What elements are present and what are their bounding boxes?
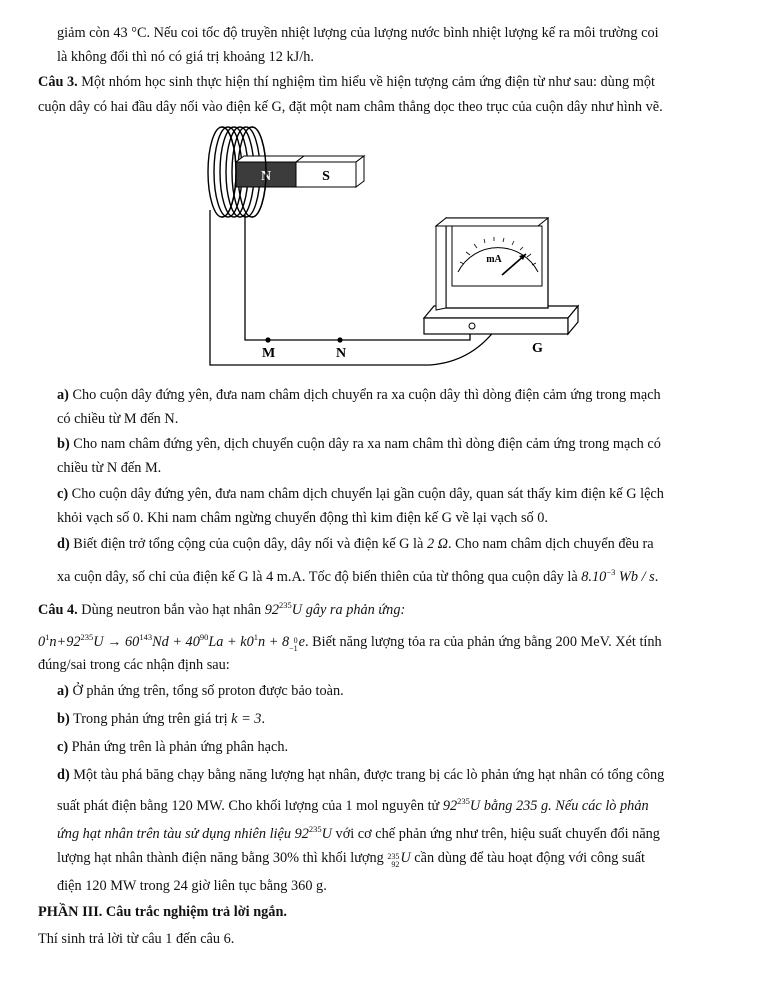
q3-c-label: c) bbox=[57, 486, 69, 502]
q3-d-flux-unit: Wb / s bbox=[615, 569, 655, 585]
galvanometer-label: G bbox=[532, 341, 543, 356]
galvanometer bbox=[424, 218, 578, 356]
eq-part: 90 bbox=[199, 632, 209, 642]
eq-stack bbox=[289, 637, 298, 653]
induction-experiment-figure bbox=[180, 118, 600, 378]
q4-d-z2: 92 bbox=[294, 826, 309, 842]
intro-line-2: là không đổi thì nó có giá trị khoảng 12 kJ/h. bbox=[57, 49, 314, 65]
q4-d-symbol: U bbox=[469, 798, 481, 814]
eq-part: 0 bbox=[38, 634, 46, 650]
eq-part: 143 bbox=[139, 632, 153, 642]
q4-d-text-2d: bằng 235 g. Nếu các lò phản bbox=[480, 798, 649, 814]
eq-part: −1 bbox=[289, 644, 298, 653]
q3-line-1 bbox=[38, 73, 655, 91]
q4-d-text-1: Một tàu phá băng chạy bằng năng lượng hạt nhân, được trang bị các lò phản ứng hạt nhân có tổng công bbox=[69, 767, 665, 783]
q3-b-line-1 bbox=[57, 435, 661, 453]
q3-b-line-2: chiều từ N đến M. bbox=[57, 460, 162, 476]
q3-a-label: a) bbox=[57, 387, 69, 403]
q4-line-1 bbox=[38, 596, 405, 619]
q4-d-text-4d: cần dùng để tàu hoạt động với công suất bbox=[410, 850, 646, 866]
q4-d-line-1 bbox=[57, 766, 664, 784]
q3-d-label: d) bbox=[57, 536, 70, 552]
q4-a-line bbox=[57, 682, 344, 700]
q4-b-line bbox=[57, 710, 265, 728]
point-m bbox=[265, 337, 270, 342]
q4-d-a: 235 bbox=[457, 796, 470, 806]
q4-c-label: c) bbox=[57, 739, 69, 755]
q4-nucleus-a: 235 bbox=[279, 600, 292, 610]
q4-b-label: b) bbox=[57, 711, 70, 727]
q3-text-1: Một nhóm học sinh thực hiện thí nghiệm tìm hiểu về hiện tượng cảm ứng điện từ như sau: dùng một bbox=[77, 74, 655, 90]
q4-text-1a: Dùng neutron bắn vào hạt nhân bbox=[77, 602, 265, 618]
q4-eq-tail: . Biết năng lượng tỏa ra của phản ứng bằng 200 MeV. Xét tính bbox=[304, 634, 662, 650]
q4-label: Câu 4. bbox=[38, 602, 78, 618]
eq-part: U → 60 bbox=[93, 634, 140, 650]
q3-a-line-1 bbox=[57, 386, 661, 404]
magnet-n-label: N bbox=[260, 169, 272, 184]
q4-nucleus-z: 92 bbox=[264, 602, 280, 618]
q3-d-text-2a: xa cuộn dây, số chỉ của điện kế G là 4 m.A. Tốc độ biến thiên của từ thông qua cuộn dây là bbox=[57, 569, 582, 585]
q4-equation-line bbox=[38, 628, 662, 653]
q4-d-symbol3: U bbox=[400, 850, 411, 866]
q3-c-line-1 bbox=[57, 485, 664, 503]
meter-unit-label: mA bbox=[486, 254, 502, 265]
q4-d-text-2a: suất phát điện bằng 120 MW. Cho khối lượng của 1 mol nguyên tử bbox=[57, 798, 443, 814]
q4-d-isotope-a: 235 bbox=[387, 852, 400, 861]
q4-d-label: d) bbox=[57, 767, 70, 783]
q4-b-text-a: Trong phản ứng trên giá trị bbox=[69, 711, 232, 727]
q3-b-text-1: Cho nam châm đứng yên, dịch chuyển cuộn dây ra xa nam châm thì dòng điện cảm ứng trong mạch có bbox=[69, 436, 661, 452]
q3-line-2: cuộn dây có hai đầu dây nối vào điện kế G, đặt một nam châm thẳng dọc theo trục của cuộn dây như hình vẽ. bbox=[38, 99, 663, 115]
q3-a-line-2: có chiều từ M đến N. bbox=[57, 411, 179, 427]
eq-part: Nd + 40 bbox=[152, 634, 200, 650]
q4-text-1d: gây ra phản ứng: bbox=[302, 602, 406, 618]
point-n-label: N bbox=[336, 346, 347, 361]
eq-part: 1 bbox=[253, 632, 258, 642]
magnet-s-label: S bbox=[322, 169, 330, 184]
q3-c-line-2: khỏi vạch số 0. Khi nam châm ngừng chuyển động thì kim điện kế G về lại vạch số 0. bbox=[57, 510, 548, 526]
q3-d-resistance: 2 Ω bbox=[426, 536, 448, 552]
q4-d-line-2 bbox=[57, 792, 649, 815]
q3-a-text-1: Cho cuộn dây đứng yên, đưa nam châm dịch chuyển ra xa cuộn dây thì dòng điện cảm ứng trong mạch bbox=[68, 387, 661, 403]
intro-line-1: giảm còn 43 °C. Nếu coi tốc độ truyền nhiệt lượng của lượng nước bình nhiệt lượng kế ra môi trường coi bbox=[57, 25, 659, 41]
q4-d-text-3a: ứng hạt nhân trên tàu sử dụng nhiên liệu bbox=[57, 826, 295, 842]
q4-d-line-4 bbox=[57, 849, 645, 869]
q3-d-text-1c: . Cho nam châm dịch chuyển đều ra bbox=[448, 536, 654, 552]
eq-part: 0 bbox=[293, 636, 298, 645]
point-n bbox=[337, 337, 342, 342]
point-m-label: M bbox=[262, 346, 276, 361]
q4-d-line-5: điện 120 MW trong 24 giờ liên tục bằng 360 g. bbox=[57, 878, 327, 894]
q3-d-line-2 bbox=[57, 563, 658, 586]
q3-d-flux-rate: 8.10 bbox=[581, 569, 607, 585]
q3-b-label: b) bbox=[57, 436, 70, 452]
q4-line-3: đúng/sai trong các nhận định sau: bbox=[38, 657, 230, 673]
q4-b-k-value: k = 3 bbox=[231, 711, 262, 727]
q4-d-isotope-z: 92 bbox=[391, 860, 400, 869]
q4-d-text-4a: lượng hạt nhân thành điện năng bằng 30% thì khối lượng bbox=[57, 850, 388, 866]
q3-c-text-1: Cho cuộn dây đứng yên, đưa nam châm dịch chuyển lại gần cuộn dây, quan sát thấy kim điện kế G lệch bbox=[68, 486, 664, 502]
q4-d-text-3d: với cơ chế phản ứng như trên, hiệu suất chuyển đổi năng bbox=[331, 826, 660, 842]
q4-d-isotope-stack bbox=[387, 853, 399, 869]
part3-note: Thí sinh trả lời từ câu 1 đến câu 6. bbox=[38, 931, 235, 947]
q3-d-period: . bbox=[654, 569, 659, 585]
q3-d-line-1 bbox=[57, 535, 654, 553]
q4-d-z: 92 bbox=[442, 798, 458, 814]
q4-c-text: Phản ứng trên là phản ứng phân hạch. bbox=[68, 739, 289, 755]
eq-part: 235 bbox=[80, 632, 94, 642]
q4-d-symbol2: U bbox=[321, 826, 332, 842]
eq-part: n + 8 bbox=[258, 634, 290, 650]
eq-part: La + k0 bbox=[208, 634, 254, 650]
part3-heading-text: PHẦN III. Câu trắc nghiệm trả lời ngắn. bbox=[38, 904, 287, 920]
q4-b-period: . bbox=[261, 711, 266, 727]
q4-d-line-3 bbox=[57, 820, 660, 843]
bar-magnet bbox=[236, 156, 364, 187]
eq-part: e bbox=[298, 634, 305, 650]
q4-c-line bbox=[57, 738, 288, 756]
q3-d-flux-exp: −3 bbox=[606, 567, 616, 577]
q3-label: Câu 3. bbox=[38, 74, 78, 90]
q3-d-text-1a: Biết điện trở tổng cộng của cuộn dây, dây nối và điện kế G là bbox=[69, 536, 427, 552]
q4-a-text: Ở phản ứng trên, tổng số proton được bảo toàn. bbox=[68, 683, 344, 699]
q4-a-label: a) bbox=[57, 683, 69, 699]
eq-part: 1 bbox=[45, 632, 50, 642]
part3-heading bbox=[38, 903, 287, 921]
eq-part: n+92 bbox=[49, 634, 81, 650]
q4-nucleus-symbol: U bbox=[291, 602, 303, 618]
q4-d-a2: 235 bbox=[308, 824, 322, 834]
